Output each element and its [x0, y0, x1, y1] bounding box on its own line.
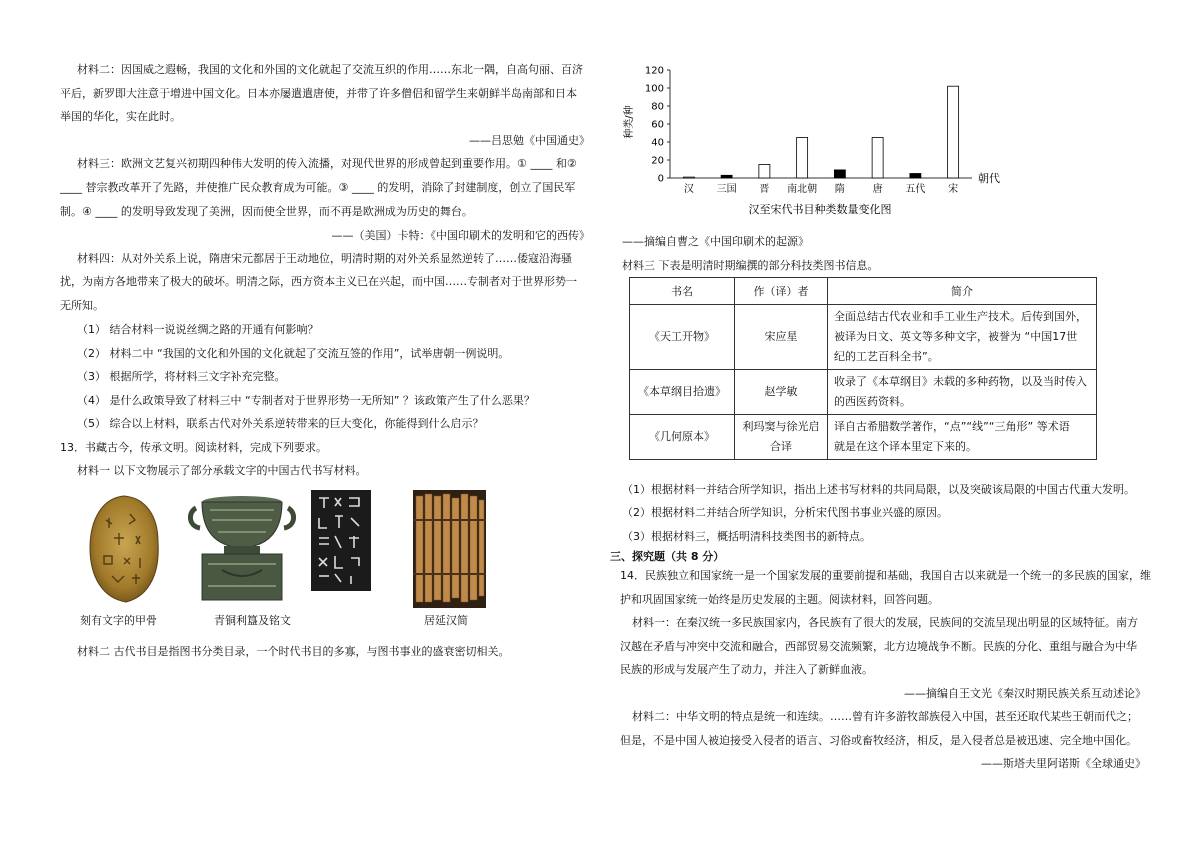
- material-3-source: ——（美国）卡特：《中国印刷术的发明和它的西传》: [331, 229, 590, 242]
- bar-唐: [872, 138, 883, 179]
- book-intro: [828, 415, 1097, 460]
- intro-line: 被译为日文、英文等多种文字，被誉为 “中国17世: [834, 330, 1078, 343]
- author-line: 合译: [770, 440, 792, 453]
- header-intro: 简介: [828, 278, 1097, 305]
- question-5: （5） 综合以上材料，联系古代对外关系逆转带来的巨大变化，你能得到什么启示？: [77, 417, 484, 430]
- intro-line: 译自古希腊数学著作，“点”“线”“三角形” 等术语: [834, 420, 1070, 433]
- x-tick-label: 晋: [759, 184, 770, 195]
- x-tick-label: 隋: [834, 184, 845, 195]
- oracle-bone-caption: 刻有文字的甲骨: [80, 614, 157, 627]
- question-4: （4） 是什么政策导致了材料三中 “专制者对于世界形势一无所知” ？该政策产生了什么恶果？: [77, 394, 535, 407]
- chart-title: 汉至宋代书目种类数量变化图: [748, 203, 892, 216]
- book-name: 《几何原本》: [630, 415, 735, 460]
- intro-line: 的西医药资料。: [834, 395, 911, 408]
- q14-material-2-line-2: 但是，不是中国人被迫接受入侵者的语言、习俗或畜牧经济，相反，是入侵者总是被迅速、完全地中国化。: [620, 734, 1137, 747]
- right-column: [600, 0, 1200, 849]
- material-3-line-2: ____ 替宗教改革开了先路，并使推广民众教育成为可能。③ ____ 的发明，消除了封建制度，创立了国民军: [60, 181, 576, 194]
- y-tick-label: 80: [651, 101, 664, 113]
- bamboo-slips-caption: 居延汉简: [424, 614, 468, 627]
- bar-晋: [759, 165, 770, 179]
- material-4-line-3: 无所知。: [60, 299, 104, 312]
- x-tick-label: 宋: [948, 184, 959, 195]
- header-author: 作（译）者: [735, 278, 828, 305]
- book-author: 宋应星: [735, 305, 828, 370]
- book-intro: [828, 370, 1097, 415]
- intro-line: 就是在这个译本里定下来的。: [834, 440, 977, 453]
- author-line: 利玛窦与徐光启: [742, 420, 820, 433]
- material-2-line-3: 举国的华化，实在此时。: [60, 110, 181, 123]
- book-catalog-chart: [620, 62, 1000, 224]
- q14-material-2-line-1: 材料二：中华文明的特点是统一和连续。……曾有许多游牧部族侵入中国，甚至还取代某些王朝而代之；: [632, 710, 1138, 723]
- chart-source: ——摘编自曹之《中国印刷术的起源》: [622, 235, 809, 248]
- material-2-line-2: 平后，新罗即大注意于增进中国文化。日本亦屡遣遣唐使，并带了许多僧侣和留学生来朝鲜半岛南部和日本: [60, 87, 577, 100]
- y-tick-label: 0: [657, 173, 664, 185]
- material-3-title: 材料三 下表是明清时期编撰的部分科技类图书信息。: [622, 259, 879, 272]
- q13-question-2: （2）根据材料二并结合所学知识，分析宋代图书事业兴盛的原因。: [622, 506, 948, 519]
- bar-南北朝: [797, 138, 808, 179]
- section-3-heading: 三、探究题（共 8 分）: [610, 550, 725, 563]
- table-row: [630, 370, 1097, 415]
- intro-line: 收录了《本草纲目》未载的多种药物，以及当时传入: [834, 375, 1087, 388]
- question-13-material-2: 材料二 古代书目是指图书分类目录，一个时代书目的多寡，与图书事业的盛衰密切相关。: [77, 645, 510, 658]
- q14-material-2-source: ——斯塔夫里阿诺斯《全球通史》: [981, 757, 1146, 770]
- bamboo-slips-image: [413, 490, 486, 608]
- question-13-material-1: 材料一 以下文物展示了部分承载文字的中国古代书写材料。: [77, 464, 367, 477]
- y-tick-label: 100: [644, 83, 664, 95]
- book-name: 《本草纲目拾遗》: [630, 370, 735, 415]
- x-tick-label: 三国: [716, 184, 737, 195]
- header-book-name: 书名: [630, 278, 735, 305]
- table-header-row: [630, 278, 1097, 305]
- material-2-source: ——吕思勉《中国通史》: [469, 134, 590, 147]
- x-tick-label: 汉: [683, 184, 694, 195]
- material-3-line-1: 材料三：欧洲文艺复兴初期四种伟大发明的传入流播，对现代世界的形成曾起到重要作用。① ____ 和②: [77, 157, 577, 170]
- material-4-line-2: 扰，为南方各地带来了极大的破坏。明清之际，西方资本主义已在兴起，而中国……专制者对于世界形势一: [60, 275, 577, 288]
- bronze-vessel-caption: 青铜利簋及铭文: [214, 614, 291, 627]
- book-intro: [828, 305, 1097, 370]
- question-1: （1） 结合材料一说说丝绸之路的开通有何影响？: [77, 323, 319, 336]
- bronze-vessel-image: [188, 490, 296, 606]
- question-3: （3） 根据所学，将材料三文字补充完整。: [77, 370, 286, 383]
- bar-五代: [910, 174, 921, 179]
- q14-material-1-line-3: 民族的形成与发展产生了动力，并注入了新鲜血液。: [620, 663, 873, 676]
- y-tick-label: 120: [644, 65, 664, 77]
- x-tick-label: 唐: [872, 184, 883, 195]
- x-axis-label: 朝代: [978, 172, 1000, 185]
- table-row: [630, 415, 1097, 460]
- table-row: [630, 305, 1097, 370]
- science-books-table: [629, 277, 1097, 460]
- material-3-line-3: 制。④ ____ 的发明导致发现了美洲，因而使全世界，而不再是欧洲成为历史的舞台。: [60, 205, 473, 218]
- bar-宋: [948, 86, 959, 178]
- y-tick-label: 60: [651, 119, 664, 131]
- intro-line: 纪的工艺百科全书”。: [834, 350, 939, 363]
- question-14-line-2: 护和巩固国家统一始终是历史发展的主题。阅读材料，回答问题。: [620, 593, 939, 606]
- y-tick-label: 20: [651, 155, 664, 167]
- q13-question-1: （1）根据材料一并结合所学知识，指出上述书写材料的共同局限，以及突破该局限的中国古代重大发明。: [622, 483, 1135, 496]
- x-tick-label: 南北朝: [787, 184, 818, 195]
- bar-隋: [834, 170, 845, 178]
- material-2-line-1: 材料二：因国威之遐畅，我国的文化和外国的文化就起了交流互织的作用……东北一隅，自高句丽、百济: [77, 63, 583, 76]
- q14-material-1-source: ——摘编自王文光《秦汉时期民族关系互动述论》: [904, 687, 1146, 700]
- question-2: （2） 材料二中 “我国的文化和外国的文化就起了交流互签的作用”，试举唐朝一例说明。: [77, 347, 510, 360]
- book-author: 赵学敏: [735, 370, 828, 415]
- book-author: [735, 415, 828, 460]
- book-name: 《天工开物》: [630, 305, 735, 370]
- question-13-title: 13．书藏古今，传承文明。阅读材料，完成下列要求。: [60, 441, 327, 454]
- material-4-line-1: 材料四：从对外关系上说，隋唐宋元都居于王动地位，明清时期的对外关系显然逆转了……倭寇沿海骚: [77, 252, 572, 265]
- q14-material-1-line-2: 汉越在矛盾与冲突中交流和融合，西部贸易交流频繁，北方边境战争不断。民族的分化、重组与融合为中华: [620, 640, 1137, 653]
- x-tick-label: 五代: [905, 184, 926, 195]
- q14-material-1-line-1: 材料一：在秦汉统一多民族国家内，各民族有了很大的发展，民族间的交流呈现出明显的区域特征。南方: [632, 616, 1138, 629]
- y-axis-label: 种类/种: [624, 105, 635, 139]
- bar-三国: [721, 175, 732, 178]
- y-tick-label: 40: [651, 137, 664, 149]
- intro-line: 全面总结古代农业和手工业生产技术。后传到国外，: [834, 310, 1087, 323]
- q13-question-3: （3）根据材料三，概括明清科技类图书的新特点。: [622, 530, 871, 543]
- bar-汉: [683, 177, 694, 178]
- bronze-inscription-rubbing-image: [311, 490, 371, 591]
- question-14-line-1: 14．民族独立和国家统一是一个国家发展的重要前提和基础，我国自古以来就是一个统一的多民族的国家，维: [620, 569, 1151, 582]
- oracle-bone-image: [84, 492, 164, 606]
